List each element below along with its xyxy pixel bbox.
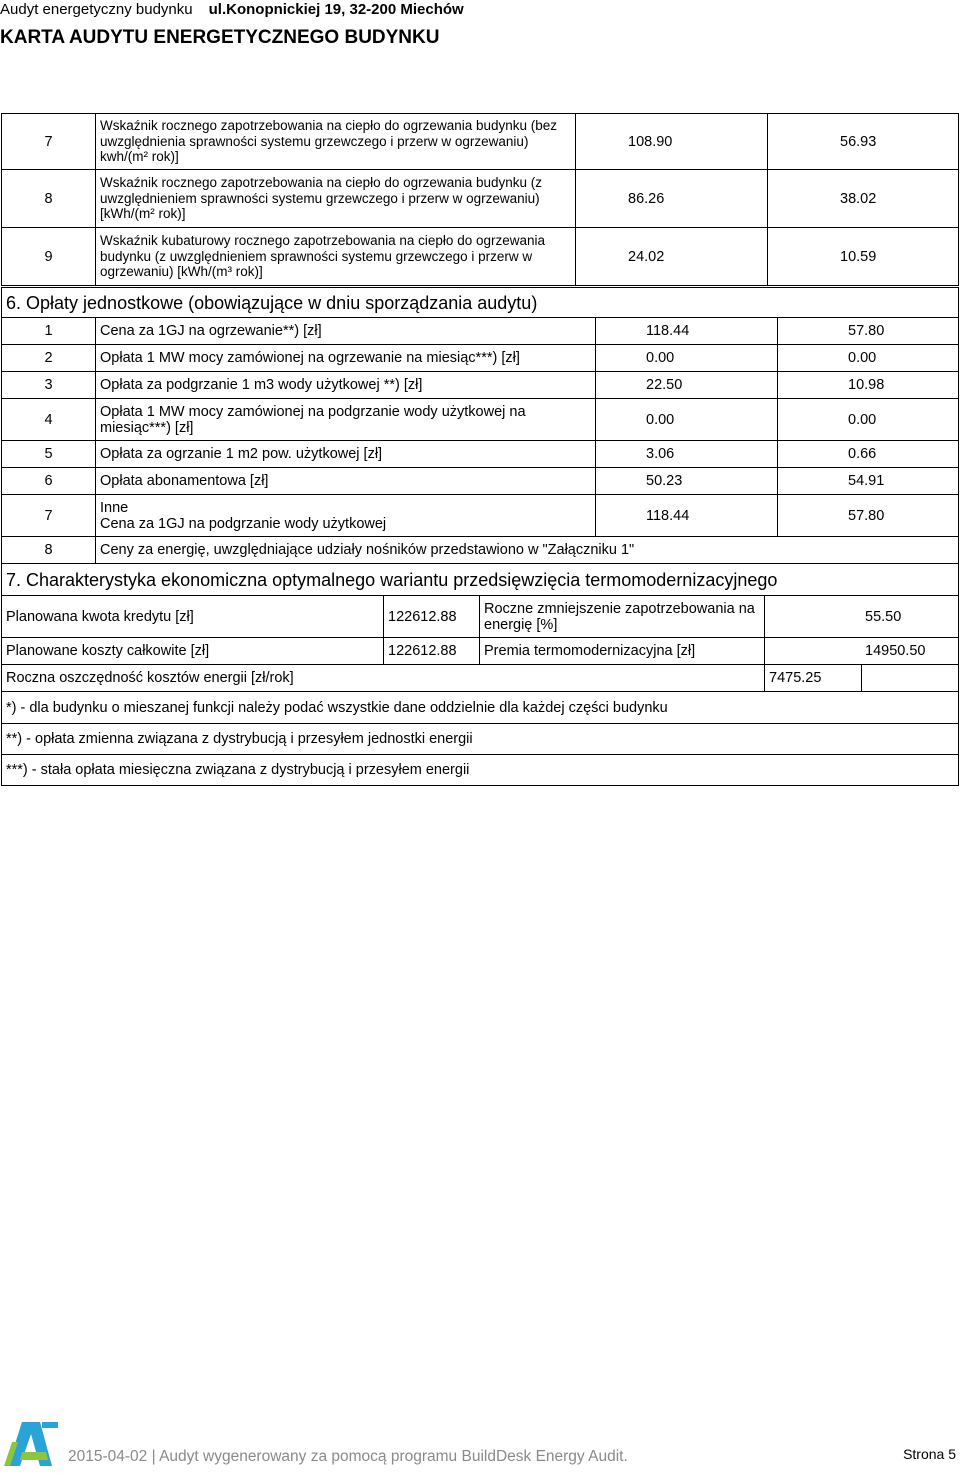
table-row xyxy=(2,372,959,399)
premium-label: Premia termomodernizacyjna [zł] xyxy=(480,638,765,665)
footnote: ***) - stała opłata miesięczna związana z dystrybucją i przesyłem energii xyxy=(2,755,959,786)
economic-table xyxy=(1,563,959,786)
row-description: Ceny za energię, uwzględniające udziały nośników przedstawiono w "Załączniku 1" xyxy=(96,537,959,564)
table-row xyxy=(2,468,959,495)
value-before: 0.00 xyxy=(596,345,778,372)
page-header xyxy=(0,0,464,20)
value-before: 108.90 xyxy=(576,114,768,170)
row-number: 7 xyxy=(2,495,96,537)
row-description-line: Cena za 1GJ na podgrzanie wody użytkowej xyxy=(100,515,387,532)
savings-label: Roczna oszczędność kosztów energii [zł/rok] xyxy=(2,665,765,692)
row-number: 3 xyxy=(2,372,96,399)
value-after: 57.80 xyxy=(778,318,959,345)
value-after: 0.00 xyxy=(778,399,959,441)
value-before: 24.02 xyxy=(576,228,768,286)
value-before: 118.44 xyxy=(596,318,778,345)
row-number: 2 xyxy=(2,345,96,372)
table-row xyxy=(2,399,959,441)
row-number: 7 xyxy=(2,114,96,170)
reduction-value: 55.50 xyxy=(765,596,959,638)
row-description: Wskaźnik rocznego zapotrzebowania na ciepło do ogrzewania budynku (bez uwzględnienia sprawności systemu grzewczego i przerw w ogrzewaniu) kwh/(m² rok)] xyxy=(96,114,576,170)
section-7-title: 7. Charakterystyka ekonomiczna optymalnego wariantu przedsięwzięcia termomodernizacyjnego xyxy=(2,564,959,596)
value-after: 0.66 xyxy=(778,441,959,468)
value-before: 118.44 xyxy=(596,495,778,537)
table-row xyxy=(2,318,959,345)
indicators-table xyxy=(1,113,959,286)
unit-fees-table xyxy=(1,287,959,564)
savings-value: 7475.25 xyxy=(765,665,862,692)
row-description: Opłata abonamentowa [zł] xyxy=(96,468,596,495)
table-row xyxy=(2,495,959,537)
value-after: 56.93 xyxy=(768,114,959,170)
table-row xyxy=(2,114,959,170)
reduction-label: Roczne zmniejszenie zapotrzebowania na energię [%] xyxy=(480,596,765,638)
value-after: 54.91 xyxy=(778,468,959,495)
costs-value: 122612.88 xyxy=(384,638,480,665)
row-description: Opłata za ogrzanie 1 m2 pow. użytkowej [zł] xyxy=(96,441,596,468)
row-description: Opłata 1 MW mocy zamówionej na ogrzewanie na miesiąc***) [zł] xyxy=(96,345,596,372)
row-description: Wskaźnik kubaturowy rocznego zapotrzebowania na ciepło do ogrzewania budynku (z uwzględnieniem sprawności systemu grzewczego i przerw w ogrzewaniu) [kWh/(m³ rok)] xyxy=(96,228,576,286)
footnote: *) - dla budynku o mieszanej funkcji należy podać wszystkie dane oddzielnie dla każdej części budynku xyxy=(2,692,959,724)
table-row xyxy=(2,345,959,372)
value-before: 86.26 xyxy=(576,170,768,228)
row-number: 1 xyxy=(2,318,96,345)
builddesk-logo xyxy=(2,1420,60,1468)
page-number: Strona 5 xyxy=(903,1446,956,1462)
value-after: 0.00 xyxy=(778,345,959,372)
row-description-line: Inne xyxy=(100,499,129,516)
footer-text: 2015-04-02 | Audyt wygenerowany za pomocą programu BuildDesk Energy Audit. xyxy=(68,1448,628,1465)
table-row xyxy=(2,228,959,286)
row-number: 9 xyxy=(2,228,96,286)
table-row xyxy=(2,537,959,564)
value-before: 50.23 xyxy=(596,468,778,495)
row-description: Opłata 1 MW mocy zamówionej na podgrzanie wody użytkowej na miesiąc***) [zł] xyxy=(96,399,596,441)
value-after: 38.02 xyxy=(768,170,959,228)
value-after: 10.98 xyxy=(778,372,959,399)
row-number: 4 xyxy=(2,399,96,441)
row-number: 6 xyxy=(2,468,96,495)
section-6-title: 6. Opłaty jednostkowe (obowiązujące w dniu sporządzania audytu) xyxy=(2,288,959,318)
page-footer xyxy=(0,1418,960,1470)
building-address: ul.Konopnickiej 19, 32-200 Miechów xyxy=(208,1,464,18)
footnote: **) - opłata zmienna związana z dystrybucją i przesyłem jednostki energii xyxy=(2,724,959,755)
costs-label: Planowane koszty całkowite [zł] xyxy=(2,638,384,665)
row-number: 8 xyxy=(2,170,96,228)
loan-label: Planowana kwota kredytu [zł] xyxy=(2,596,384,638)
table-row xyxy=(2,170,959,228)
row-description xyxy=(96,495,596,537)
table-row xyxy=(2,441,959,468)
page-title: KARTA AUDYTU ENERGETYCZNEGO BUDYNKU xyxy=(0,27,440,48)
value-after: 10.59 xyxy=(768,228,959,286)
premium-value: 14950.50 xyxy=(765,638,959,665)
value-before: 0.00 xyxy=(596,399,778,441)
row-description: Cena za 1GJ na ogrzewanie**) [zł] xyxy=(96,318,596,345)
row-number: 8 xyxy=(2,537,96,564)
row-description: Opłata za podgrzanie 1 m3 wody użytkowej **) [zł] xyxy=(96,372,596,399)
value-before: 3.06 xyxy=(596,441,778,468)
value-after: 57.80 xyxy=(778,495,959,537)
document-type: Audyt energetyczny budynku xyxy=(0,1,193,18)
row-number: 5 xyxy=(2,441,96,468)
value-before: 22.50 xyxy=(596,372,778,399)
loan-value: 122612.88 xyxy=(384,596,480,638)
row-description: Wskaźnik rocznego zapotrzebowania na ciepło do ogrzewania budynku (z uwzględnieniem sprawności systemu grzewczego i przerw w ogrzewaniu) [kWh/(m² rok)] xyxy=(96,170,576,228)
